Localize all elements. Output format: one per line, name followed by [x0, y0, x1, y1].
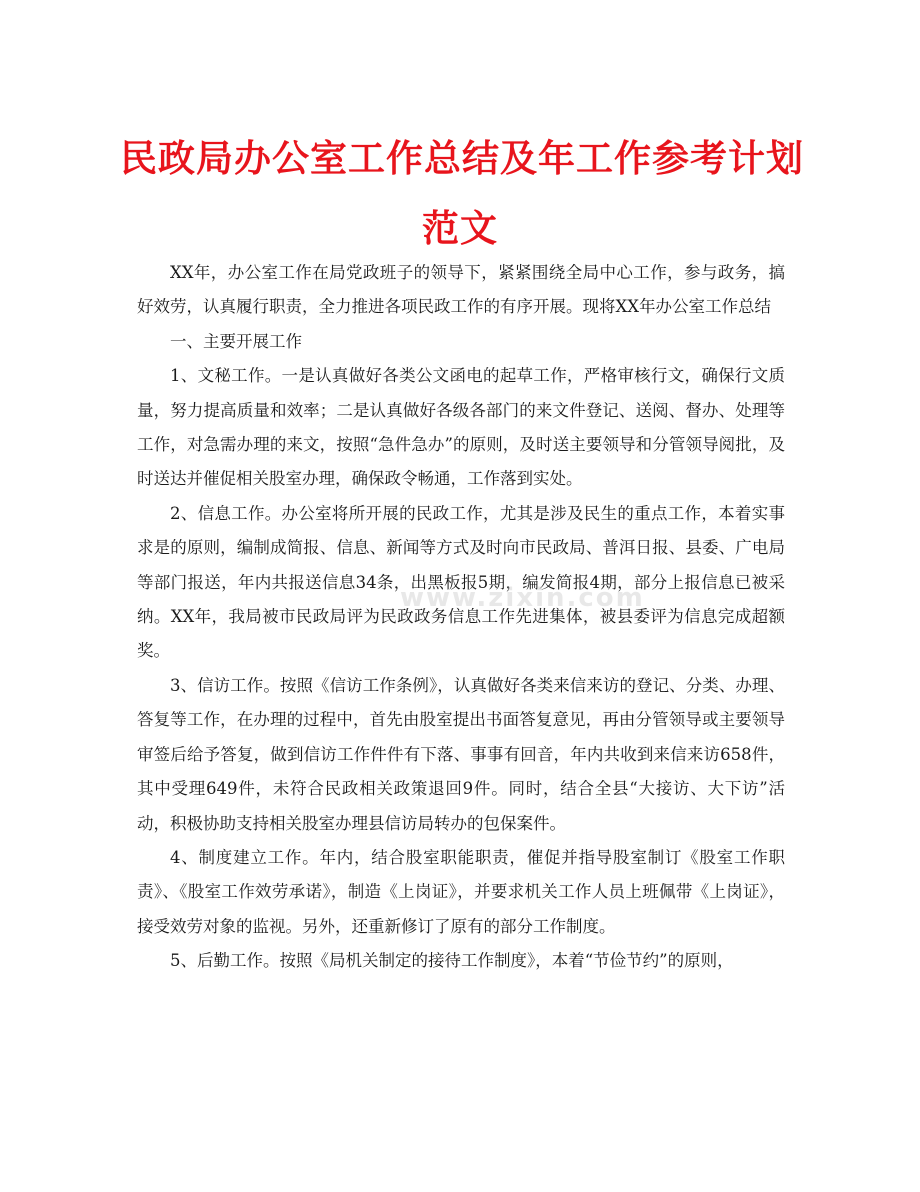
document-title-line1: 民政局办公室工作总结及年工作参考计划: [120, 137, 804, 180]
paragraph-secretarial-work: 1、文秘工作。一是认真做好各类公文函电的起草工作，严格审核行文，确保行文质量，努力提高质量和效率；二是认真做好各级各部门的来文件登记、送阅、督办、处理等工作，对急需办理的来文，按照“急件急办”的原则，及时送主要领导和分管领导阅批，及时送达并催促相关股室办理，确保政令畅通，工作落到实处。: [137, 366, 785, 489]
paragraph-logistics-work: 5、后勤工作。按照《局机关制定的接待工作制度》，本着“节俭节约”的原则，: [170, 951, 734, 971]
paragraph-system-building: 4、制度建立工作。年内，结合股室职能职责，催促并指导股室制订《股室工作职责》、《股室工作效劳承诺》，制造《上岗证》，并要求机关工作人员上班佩带《上岗证》，接受效劳对象的监视。另外，还重新修订了原有的部分工作制度。: [137, 847, 785, 936]
paragraph-intro: XX年，办公室工作在局党政班子的领导下，紧紧围绕全局中心工作，参与政务，搞好效劳，认真履行职责，全力推进各项民政工作的有序开展。现将XX年办公室工作总结: [137, 263, 785, 317]
paragraph-information-work: 2、信息工作。办公室将所开展的民政工作，尤其是涉及民生的重点工作，本着实事求是的原则，编制成简报、信息、新闻等方式及时向市民政局、普洱日报、县委、广电局等部门报送，年内共报送信息34条，出黑板报5期，编发简报4期，部分上报信息已被采纳。XX年，我局被市民政局评为民政政务信息工作先进集体，被县委评为信息完成超额奖。: [137, 503, 785, 661]
document-title-line2: 范文: [422, 207, 498, 250]
paragraph-petition-work: 3、信访工作。按照《信访工作条例》，认真做好各类来信来访的登记、分类、办理、答复等工作，在办理的过程中，首先由股室提出书面答复意见，再由分管领导或主要领导审签后给予答复，做到信访工作件件有下落、事事有回音，年内共收到来信来访658件，其中受理649件，未符合民政相关政策退回9件。同时，结合全县“大接访、大下访”活动，积极协助支持相关股室办理县信访局转办的包保案件。: [137, 675, 785, 833]
section-heading-main-work: 一、主要开展工作: [170, 331, 302, 351]
watermark: www.zixin.com: [400, 583, 645, 613]
document-body: [137, 256, 785, 979]
